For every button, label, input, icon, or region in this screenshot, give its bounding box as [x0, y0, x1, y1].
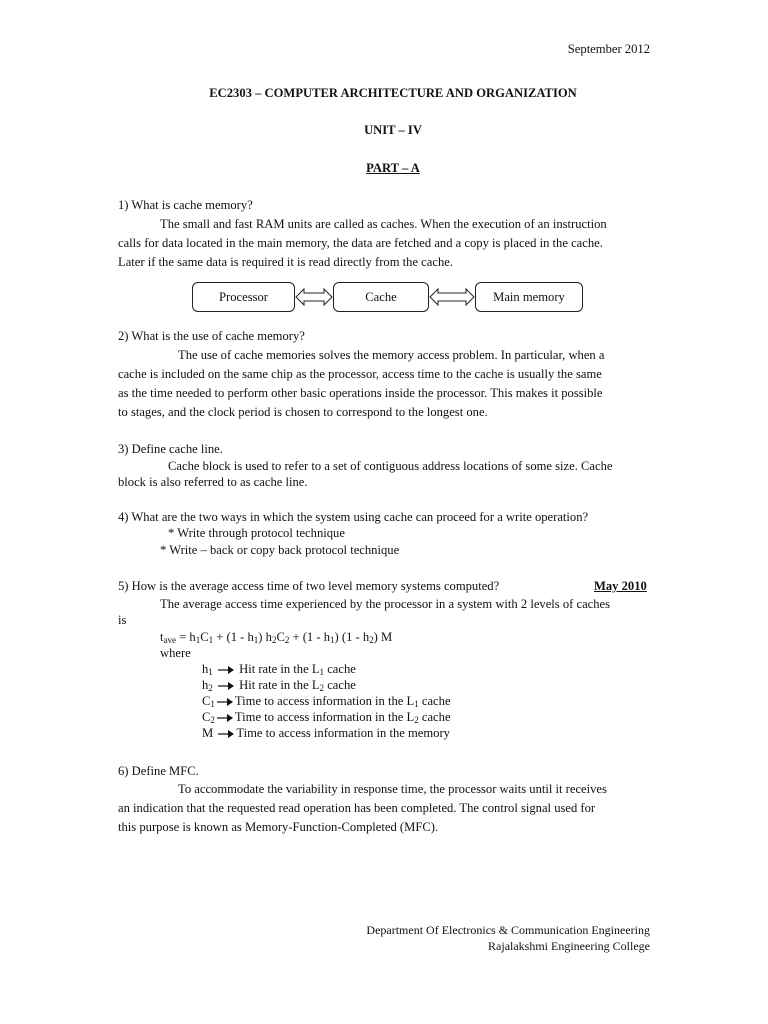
answer-6-line-2: an indication that the requested read operation has been completed. The control signal used for — [118, 801, 596, 815]
document-title: EC2303 – COMPUTER ARCHITECTURE AND ORGANIZATION — [209, 86, 577, 100]
header-date: September 2012 — [567, 42, 650, 56]
answer-3-line-2: block is also referred to as cache line. — [118, 475, 308, 489]
diagram-main-memory-box: Main memory — [475, 282, 583, 312]
question-4: 4) What are the two ways in which the system using cache can proceed for a write operation? — [118, 510, 589, 524]
question-2: 2) What is the use of cache memory? — [118, 329, 305, 343]
footer-department: Department Of Electronics & Communication Engineering — [366, 923, 650, 937]
answer-2-line-3: as the time needed to perform other basic operations inside the processor. This makes it possible — [118, 386, 603, 400]
question-3: 3) Define cache line. — [118, 442, 223, 456]
unit-heading: UNIT – IV — [364, 123, 422, 137]
formula-average-access-time: $t_{ave} = h_1C_1 + (1 - h_1) h_2C_2 + (1 - h_1)$ $(1 - h_2)$ M — [160, 630, 393, 645]
answer-3-line-1: Cache block is used to refer to a set of contiguous address locations of some size. Cache — [168, 459, 613, 473]
definition-row: $C_1$ Time to access information in the $L_1$ cache — [202, 694, 451, 709]
diagram-cache-box: Cache — [333, 282, 429, 312]
answer-6-line-3: this purpose is known as Memory-Function-Completed (MFC). — [118, 820, 439, 834]
answer-4-item-1: * Write through protocol technique — [168, 526, 345, 540]
question-5: 5) How is the average access time of two level memory systems computed? — [118, 579, 500, 593]
definition-row: $h_1$ Hit rate in the $L_1$ cache — [202, 662, 356, 677]
answer-2-line-1: The use of cache memories solves the memory access problem. In particular, when a — [178, 348, 605, 362]
definition-row: M Time to access information in the memory — [202, 726, 450, 740]
part-heading: PART – A — [366, 161, 420, 175]
answer-1-line-3: Later if the same data is required it is read directly from the cache. — [118, 255, 453, 269]
arrow-right-icon — [216, 697, 234, 707]
question-6: 6) Define MFC. — [118, 764, 199, 778]
answer-2-line-2: cache is included on the same chip as the processor, access time to the cache is usually the same — [118, 367, 602, 381]
answer-2-line-4: to stages, and the clock period is chosen to correspond to the longest one. — [118, 405, 488, 419]
answer-4-item-2: * Write – back or copy back protocol technique — [160, 543, 400, 557]
definition-row: $h_2$ Hit rate in the $L_2$ cache — [202, 678, 356, 693]
arrow-right-icon — [216, 713, 234, 723]
answer-5-line-2: is — [118, 613, 127, 627]
answer-1-line-1: The small and fast RAM units are called as caches. When the execution of an instruction — [160, 217, 607, 231]
double-arrow-icon — [429, 287, 475, 307]
definitions-list — [202, 661, 451, 741]
question-1: 1) What is cache memory? — [118, 198, 253, 212]
exam-date-tag: May 2010 — [594, 579, 647, 593]
diagram-processor-box: Processor — [192, 282, 295, 312]
arrow-right-icon — [217, 729, 235, 739]
arrow-right-icon — [217, 665, 235, 675]
answer-1-line-2: calls for data located in the main memory, the data are fetched and a copy is placed in the cache. — [118, 236, 603, 250]
definition-row: $C_2$ Time to access information in the $L_2$ cache — [202, 710, 451, 725]
footer — [250, 921, 650, 955]
where-label: where — [160, 646, 191, 660]
double-arrow-icon — [295, 287, 333, 307]
answer-6-line-1: To accommodate the variability in response time, the processor waits until it receives — [178, 782, 607, 796]
arrow-right-icon — [217, 681, 235, 691]
footer-college: Rajalakshmi Engineering College — [488, 939, 650, 953]
answer-5-line-1: The average access time experienced by the processor in a system with 2 levels of caches — [160, 597, 611, 611]
